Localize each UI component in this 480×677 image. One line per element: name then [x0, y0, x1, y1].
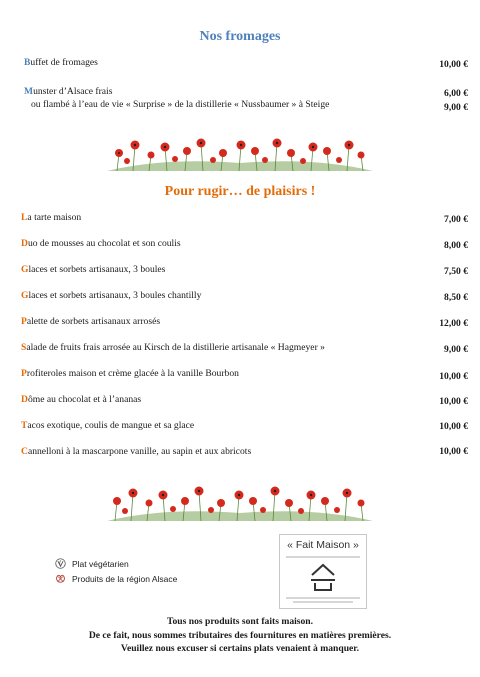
- menu-item: Palette de sorbets artisanaux arrosés: [21, 316, 161, 327]
- item-price: 8,00 €: [444, 240, 468, 251]
- fait-maison-logo: [279, 534, 367, 609]
- item-price: 12,00 €: [439, 318, 468, 329]
- item-price: 7,00 €: [444, 214, 468, 225]
- item-price: 7,50 €: [444, 266, 468, 277]
- fine-print-line: [293, 601, 353, 603]
- item-price: 10,00 €: [439, 59, 468, 70]
- menu-item: Duo de mousses au chocolat et son coulis: [21, 238, 181, 249]
- item-price: 8,50 €: [444, 292, 468, 303]
- menu-item: Munster d’Alsace frais: [24, 86, 113, 97]
- poppy-border-bottom: [105, 483, 375, 523]
- poppy-border-top: [105, 133, 375, 173]
- section-title-fromages: Nos fromages: [199, 29, 281, 44]
- pretzel-icon: [55, 573, 66, 584]
- fine-print-line: [286, 597, 360, 599]
- item-price: 9,00 €: [444, 344, 468, 355]
- item-price: 10,00 €: [439, 446, 468, 457]
- legend-vegetarian-label: Plat végétarien: [72, 559, 129, 569]
- menu-item: Glaces et sorbets artisanaux, 3 boules: [21, 264, 166, 275]
- menu-item: Buffet de fromages: [24, 57, 98, 68]
- footer-line-1: Tous nos produits sont faits maison.: [166, 616, 314, 627]
- legend-alsace-label: Produits de la région Alsace: [72, 574, 178, 584]
- item-price: 9,00 €: [444, 102, 468, 113]
- house-pan-icon: [310, 562, 336, 592]
- menu-item: Salade de fruits frais arrosée au Kirsch de la distillerie artisanale « Hagmeyer »: [21, 342, 325, 353]
- vegetarian-icon: [55, 558, 66, 569]
- menu-item: Cannelloni à la mascarpone vanille, au sapin et aux abricots: [21, 446, 252, 457]
- item-price: 10,00 €: [439, 396, 468, 407]
- menu-item: La tarte maison: [21, 212, 82, 223]
- item-price: 10,00 €: [439, 371, 468, 382]
- fine-print-line: [286, 556, 360, 558]
- menu-item: Profiteroles maison et crème glacée à la vanille Bourbon: [21, 368, 239, 379]
- menu-item: ou flambé à l’eau de vie « Surprise » de la distillerie « Nussbaumer » à Steige: [31, 99, 330, 110]
- menu-item: Glaces et sorbets artisanaux, 3 boules chantilly: [21, 290, 202, 301]
- item-price: 10,00 €: [439, 421, 468, 432]
- fait-maison-title: « Fait Maison »: [287, 539, 359, 551]
- item-price: 6,00 €: [444, 88, 468, 99]
- footer-line-3: Veuillez nous excuser si certains plats venaient à manquer.: [120, 643, 360, 654]
- footer-line-2: De ce fait, nous sommes tributaires des fournitures en matières premières.: [88, 630, 392, 641]
- section-title-desserts: Pour rugir… de plaisirs !: [164, 184, 316, 199]
- menu-item: Tacos exotique, coulis de mangue et sa glace: [21, 420, 195, 431]
- menu-item: Dôme au chocolat et à l’ananas: [21, 394, 142, 405]
